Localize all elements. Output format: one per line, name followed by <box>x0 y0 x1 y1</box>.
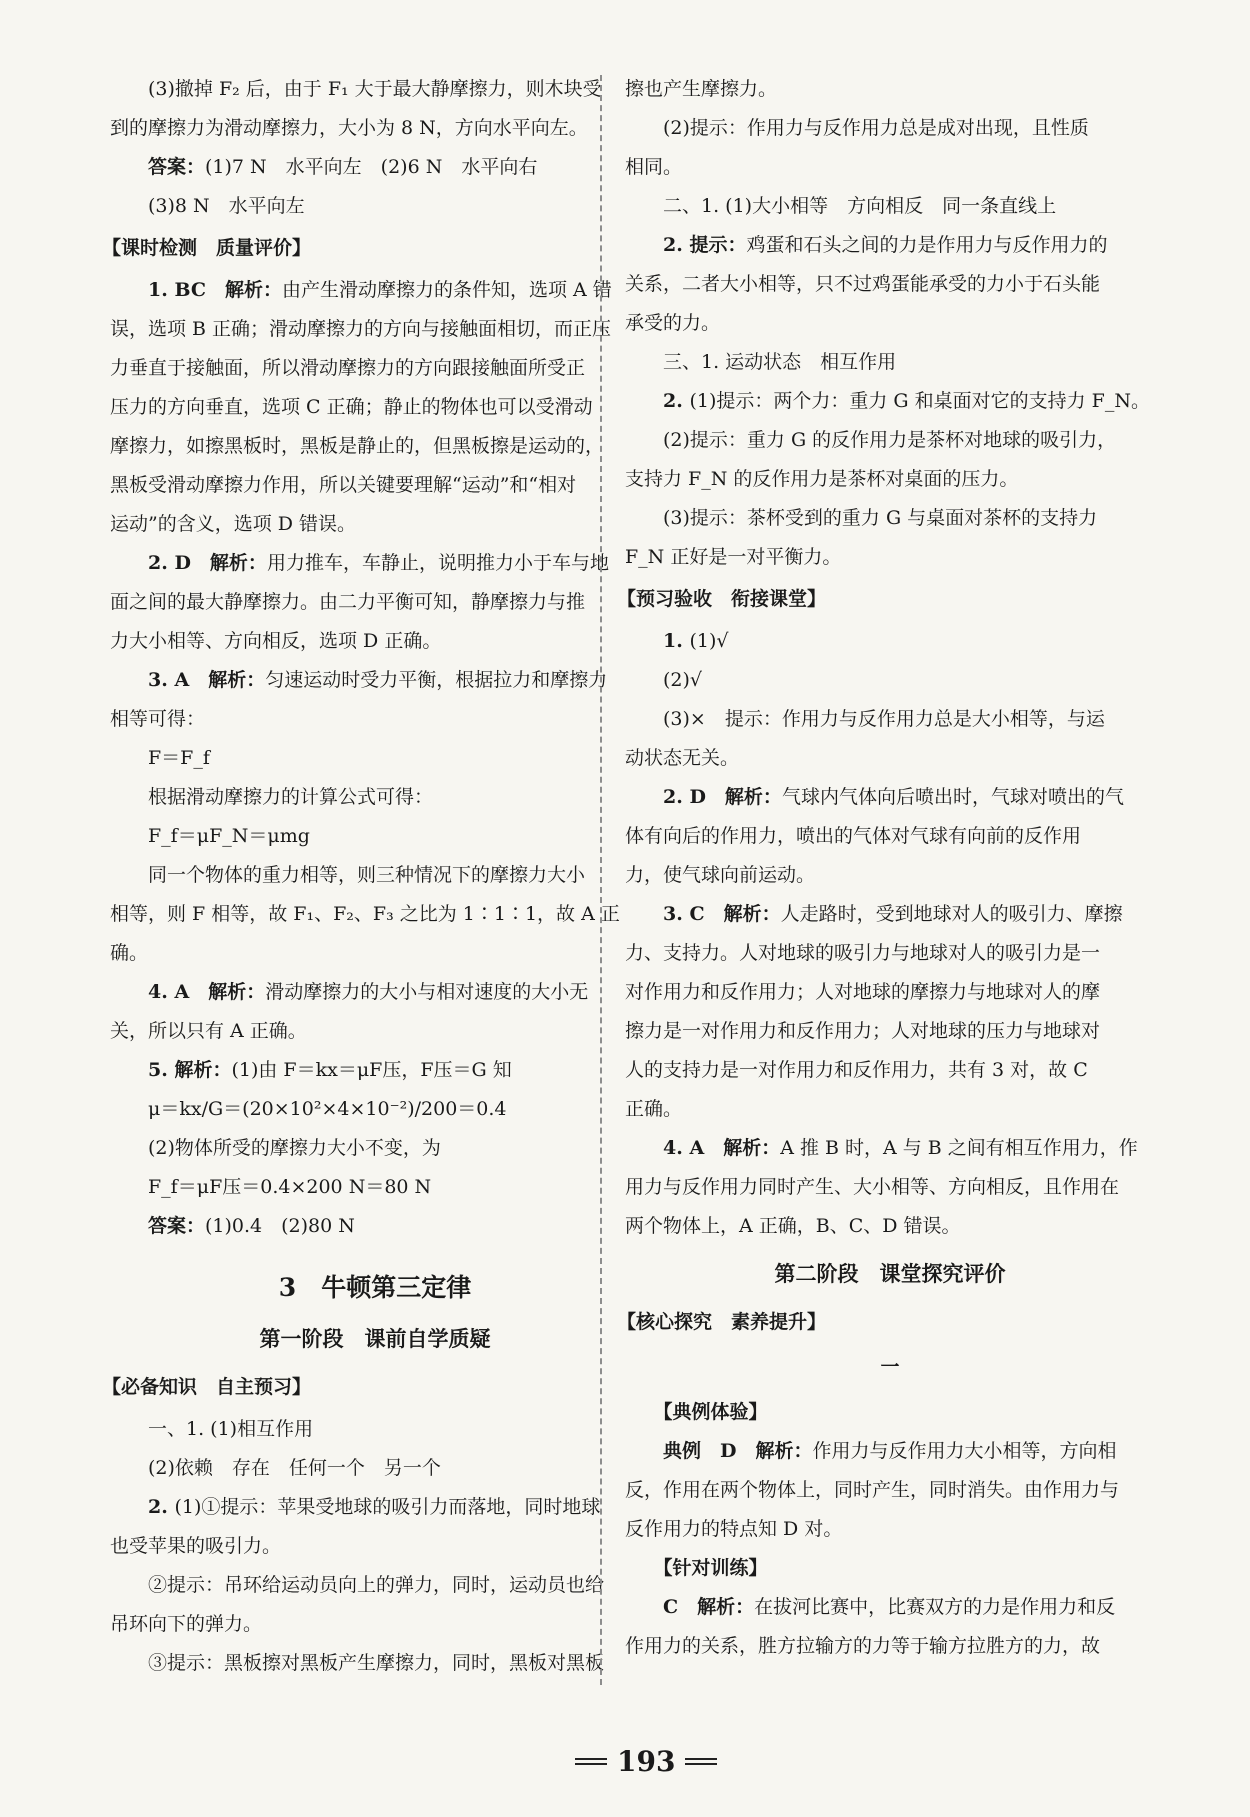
left-line <box>110 1566 640 1605</box>
right-line <box>625 1393 1155 1432</box>
right-column <box>617 70 1155 1666</box>
left-line <box>110 1268 640 1307</box>
line-text: 也受苹果的吸引力。 <box>110 1535 282 1557</box>
left-line <box>110 1090 640 1129</box>
left-line <box>110 109 640 148</box>
right-line <box>625 499 1155 538</box>
right-line <box>625 622 1155 661</box>
line-text: 对作用力和反作用力；人对地球的摩擦力与地球对人的摩 <box>625 981 1101 1003</box>
line-text: 相等，则 F 相等，故 F₁、F₂、F₃ 之比为 1∶1∶1，故 A 正确。 <box>110 903 620 964</box>
left-line <box>110 1488 640 1527</box>
right-line <box>625 661 1155 700</box>
line-text: (1)0.4 (2)80 N <box>205 1215 355 1237</box>
line-text: 同一个物体的重力相等，则三种情况下的摩擦力大小 <box>148 864 586 886</box>
line-label: 1. <box>663 630 690 652</box>
left-line <box>110 505 640 544</box>
left-line <box>110 1410 640 1449</box>
right-line <box>625 1588 1155 1627</box>
right-line <box>625 304 1155 343</box>
column-divider <box>600 75 602 1685</box>
line-text: (3)撤掉 F₂ 后，由于 F₁ 大于最大静摩擦力，则木块受 <box>148 78 602 100</box>
line-label: 2. D 解析： <box>663 786 782 808</box>
left-line <box>110 1207 640 1246</box>
line-text: 鸡蛋和石头之间的力是作用力与反作用力的 <box>746 234 1108 256</box>
right-line <box>625 226 1155 265</box>
line-text: 滑动摩擦力的大小与相对速度的大小无 <box>265 981 589 1003</box>
line-text: ③提示：黑板擦对黑板产生摩擦力，同时，黑板对黑板 <box>148 1652 605 1674</box>
left-line <box>110 427 640 466</box>
page-number <box>575 1745 717 1778</box>
right-line <box>625 1090 1155 1129</box>
line-text: (3)提示：茶杯受到的重力 G 与桌面对茶杯的支持力 <box>663 507 1098 529</box>
line-text: F＝F_f <box>148 747 210 769</box>
line-text: 一 <box>880 1356 900 1378</box>
line-text: 关系，二者大小相等，只不过鸡蛋能承受的力小于石头能 <box>625 273 1101 295</box>
line-text: (3)8 N 水平向左 <box>148 195 305 217</box>
line-text: 力、支持力。人对地球的吸引力与地球对人的吸引力是一 <box>625 942 1101 964</box>
right-line <box>625 1471 1155 1510</box>
left-line <box>110 661 640 700</box>
right-line <box>625 265 1155 304</box>
line-label: 3. A 解析： <box>148 669 266 691</box>
line-text: ②提示：吊环给运动员向上的弹力，同时，运动员也给 <box>148 1574 605 1596</box>
line-label: 典例 D 解析： <box>663 1440 813 1462</box>
line-text: 在拔河比赛中，比赛双方的力是作用力和反 <box>754 1596 1116 1618</box>
left-line <box>110 1527 640 1566</box>
right-line <box>625 895 1155 934</box>
line-text: 【课时检测 质量评价】 <box>102 237 312 259</box>
right-line <box>617 1303 1155 1342</box>
line-text: 作用力的关系，胜方拉输方的力等于输方拉胜方的力，故 <box>625 1635 1101 1657</box>
left-line <box>110 271 640 310</box>
line-text: (1)提示：两个力：重力 G 和桌面对它的支持力 F_N。 <box>689 390 1150 412</box>
line-label: 答案： <box>148 1215 206 1237</box>
right-line <box>625 421 1155 460</box>
line-text: 到的摩擦力为滑动摩擦力，大小为 8 N，方向水平向左。 <box>110 117 588 139</box>
line-label: 1. BC 解析： <box>148 279 282 301</box>
page-number-value: 193 <box>617 1745 676 1778</box>
right-line <box>625 1051 1155 1090</box>
right-line <box>625 70 1155 109</box>
line-text: 力大小相等、方向相反，选项 D 正确。 <box>110 630 442 652</box>
line-label: 2. <box>663 390 690 412</box>
line-text: 面之间的最大静摩擦力。由二力平衡可知，静摩擦力与推 <box>110 591 586 613</box>
left-line <box>110 70 640 109</box>
line-text: 根据滑动摩擦力的计算公式可得： <box>148 786 434 808</box>
line-text: 支持力 F_N 的反作用力是茶杯对桌面的压力。 <box>625 468 1019 490</box>
left-line <box>102 229 640 268</box>
left-line <box>110 583 640 622</box>
right-line <box>625 700 1155 739</box>
line-text: (3)× 提示：作用力与反作用力总是大小相等，与运 <box>663 708 1105 730</box>
right-line <box>625 148 1155 187</box>
right-line <box>625 187 1155 226</box>
right-line <box>625 1129 1155 1168</box>
line-text: 【典例体验】 <box>653 1401 768 1423</box>
line-text: 由产生滑动摩擦力的条件知，选项 A 错 <box>281 279 612 301</box>
line-label: 答案： <box>148 156 206 178</box>
line-label: 4. A 解析： <box>663 1137 781 1159</box>
line-text: (2)物体所受的摩擦力大小不变，为 <box>148 1137 441 1159</box>
line-text: 承受的力。 <box>625 312 721 334</box>
left-line <box>110 310 640 349</box>
left-line <box>110 1168 640 1207</box>
left-line <box>110 544 640 583</box>
left-line <box>110 148 640 187</box>
line-text: (1)7 N 水平向左 (2)6 N 水平向右 <box>205 156 538 178</box>
line-text: 摩擦力，如擦黑板时，黑板是静止的，但黑板擦是运动的， <box>110 435 605 457</box>
line-label: 2. <box>148 1496 175 1518</box>
line-text: 误，选项 B 正确；滑动摩擦力的方向与接触面相切，而正压 <box>110 318 612 340</box>
line-text: 作用力与反作用力大小相等，方向相 <box>812 1440 1117 1462</box>
left-line <box>110 1051 640 1090</box>
right-line <box>625 109 1155 148</box>
line-text: 【核心探究 素养提升】 <box>617 1311 827 1333</box>
line-text: 【必备知识 自主预习】 <box>102 1376 312 1398</box>
line-text: 吊环向下的弹力。 <box>110 1613 263 1635</box>
line-text: 体有向后的作用力，喷出的气体对气球有向前的反作用 <box>625 825 1082 847</box>
line-text: (1)由 F＝kx＝μF压，F压＝G 知 <box>231 1059 512 1081</box>
right-line <box>625 1627 1155 1666</box>
line-text: (2)依赖 存在 任何一个 另一个 <box>148 1457 441 1479</box>
right-line <box>625 343 1155 382</box>
left-line <box>110 1605 640 1644</box>
right-line <box>625 1510 1155 1549</box>
left-line <box>110 187 640 226</box>
line-text: (2)提示：重力 G 的反作用力是茶杯对地球的吸引力， <box>663 429 1117 451</box>
line-text: 两个物体上，A 正确，B、C、D 错误。 <box>625 1215 961 1237</box>
line-text: 匀速运动时受力平衡，根据拉力和摩擦力 <box>265 669 608 691</box>
left-line <box>110 895 640 973</box>
line-label: 3. C 解析： <box>663 903 781 925</box>
line-text: F_f＝μF压＝0.4×200 N＝80 N <box>148 1176 432 1198</box>
line-text: 一、1. (1)相互作用 <box>148 1418 314 1440</box>
left-line <box>110 778 640 817</box>
line-text: F_f＝μF_N＝μmg <box>148 825 310 847</box>
right-line <box>617 580 1155 619</box>
line-text: 3 牛顿第三定律 <box>278 1273 472 1302</box>
line-text: (2)提示：作用力与反作用力总是成对出现，且性质 <box>663 117 1089 139</box>
line-text: 黑板受滑动摩擦力作用，所以关键要理解“运动”和“相对 <box>110 474 577 496</box>
line-text: 力，使气球向前运动。 <box>625 864 816 886</box>
right-line <box>625 1549 1155 1588</box>
line-text: 气球内气体向后喷出时，气球对喷出的气 <box>781 786 1124 808</box>
line-text: 正确。 <box>625 1098 683 1120</box>
line-text: 运动”的含义，选项 D 错误。 <box>110 513 357 535</box>
line-label: 5. 解析： <box>148 1059 232 1081</box>
line-text: 擦也产生摩擦力。 <box>625 78 778 100</box>
right-line <box>625 460 1155 499</box>
line-label: 4. A 解析： <box>148 981 266 1003</box>
left-column <box>102 70 640 1683</box>
line-text: A 推 B 时，A 与 B 之间有相互作用力，作 <box>780 1137 1138 1159</box>
line-text: (1)√ <box>689 630 729 652</box>
line-text: (2)√ <box>663 669 703 691</box>
line-text: μ＝kx/G＝(20×10²×4×10⁻²)/200＝0.4 <box>148 1098 507 1120</box>
right-line <box>625 1432 1155 1471</box>
left-line <box>110 466 640 505</box>
line-text: 动状态无关。 <box>625 747 740 769</box>
left-line <box>110 817 640 856</box>
line-text: 力垂直于接触面，所以滑动摩擦力的方向跟接触面所受正 <box>110 357 586 379</box>
page-number-right-rule <box>685 1758 717 1765</box>
line-text: 【针对训练】 <box>653 1557 768 1579</box>
left-line <box>110 349 640 388</box>
right-line <box>625 1348 1155 1387</box>
line-text: 三、1. 运动状态 相互作用 <box>663 351 897 373</box>
line-text: 二、1. (1)大小相等 方向相反 同一条直线上 <box>663 195 1057 217</box>
line-text: F_N 正好是一对平衡力。 <box>625 546 842 568</box>
line-label: C 解析： <box>663 1596 755 1618</box>
line-text: 反，作用在两个物体上，同时产生，同时消失。由作用力与 <box>625 1479 1120 1501</box>
right-line <box>625 817 1155 856</box>
right-line <box>625 1254 1155 1293</box>
line-text: 相同。 <box>625 156 683 178</box>
right-line <box>625 739 1155 778</box>
left-line <box>110 700 640 739</box>
left-line <box>110 739 640 778</box>
left-line <box>102 1368 640 1407</box>
line-text: 相等可得： <box>110 708 206 730</box>
page-number-left-rule <box>575 1758 607 1765</box>
right-line <box>625 1207 1155 1246</box>
line-label: 2. D 解析： <box>148 552 267 574</box>
left-line <box>110 622 640 661</box>
left-line <box>110 856 640 895</box>
line-text: (1)①提示：苹果受地球的吸引力而落地，同时地球 <box>174 1496 601 1518</box>
right-line <box>625 382 1155 421</box>
left-line <box>110 1012 640 1051</box>
right-line <box>625 778 1155 817</box>
right-line <box>625 1168 1155 1207</box>
line-text: 人的支持力是一对作用力和反作用力，共有 3 对，故 C <box>625 1059 1088 1081</box>
left-line <box>110 1644 640 1683</box>
right-line <box>625 973 1155 1012</box>
line-label: 2. 提示： <box>663 234 747 256</box>
right-line <box>625 856 1155 895</box>
line-text: 关，所以只有 A 正确。 <box>110 1020 307 1042</box>
line-text: 用力推车，车静止，说明推力小于车与地 <box>266 552 609 574</box>
line-text: 人走路时，受到地球对人的吸引力、摩擦 <box>780 903 1123 925</box>
left-line <box>110 973 640 1012</box>
line-text: 反作用力的特点知 D 对。 <box>625 1518 843 1540</box>
left-line <box>110 388 640 427</box>
left-line <box>110 1319 640 1358</box>
line-text: 用力与反作用力同时产生、大小相等、方向相反，且作用在 <box>625 1176 1120 1198</box>
right-line <box>625 934 1155 973</box>
line-text: 第二阶段 课堂探究评价 <box>774 1261 1006 1286</box>
left-line <box>110 1449 640 1488</box>
line-text: 第一阶段 课前自学质疑 <box>259 1326 491 1351</box>
line-text: 压力的方向垂直，选项 C 正确；静止的物体也可以受滑动 <box>110 396 593 418</box>
line-text: 【预习验收 衔接课堂】 <box>617 588 827 610</box>
left-line <box>110 1129 640 1168</box>
right-line <box>625 1012 1155 1051</box>
right-line <box>625 538 1155 577</box>
line-text: 擦力是一对作用力和反作用力；人对地球的压力与地球对 <box>625 1020 1101 1042</box>
